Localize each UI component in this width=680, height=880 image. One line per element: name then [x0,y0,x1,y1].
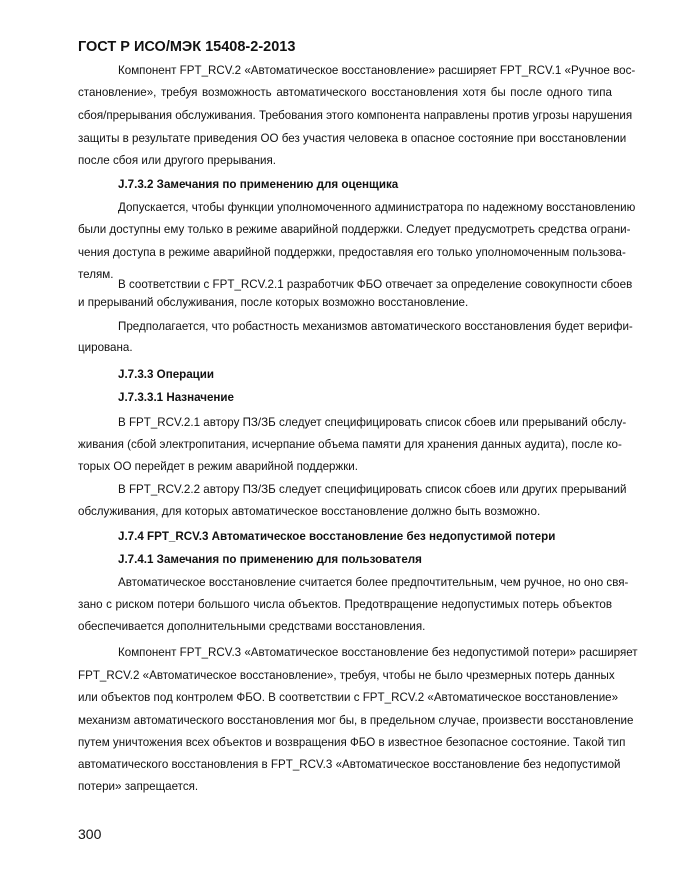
paragraph-line: цирована. [78,341,133,354]
paragraph-line: сбоя/прерывания обслуживания. Требования этого компонента направлены против угрозы нарушения [78,109,633,122]
paragraph-line: защиты в результате приведения ОО без участия человека в опасное состояние при восстановлении [78,132,627,145]
section-heading: J.7.4 FPT_RCV.3 Автоматическое восстановление без недопустимой потери [118,530,556,543]
paragraph-line: обеспечивается дополнительными средствами восстановления. [78,620,426,633]
paragraph-line: потери» запрещается. [78,780,199,793]
page-number: 300 [78,826,102,842]
paragraph-line: были доступны ему только в режиме аварийной поддержки. Следует предусмотреть средства ограни- [78,223,631,236]
paragraph-line: обслуживания, для которых автоматическое восстановление должно быть возможно. [78,505,541,518]
section-heading: J.7.3.2 Замечания по применению для оценщика [118,178,399,191]
paragraph-line: телям. [78,268,114,281]
paragraph-line: становление», требуя возможность автоматического восстановления хотя бы после одного типа [78,86,612,99]
paragraph-line: FPT_RCV.2 «Автоматическое восстановление», требуя, чтобы не было чрезмерных потерь данных [78,669,615,682]
paragraph-line: Допускается, чтобы функции уполномоченного администратора по надежному восстановлению [118,201,636,214]
paragraph-line: чения доступа в режиме аварийной поддержки, предоставляя его только уполномоченным пользова- [78,246,626,259]
paragraph-line: Компонент FPT_RCV.2 «Автоматическое восстановление» расширяет FPT_RCV.1 «Ручное вос- [118,64,636,77]
document-header: ГОСТ Р ИСО/МЭК 15408-2-2013 [78,39,296,55]
paragraph-line: Компонент FPT_RCV.3 «Автоматическое восстановление без недопустимой потери» расширяет [118,646,638,659]
paragraph-line: торых ОО перейдет в режим аварийной поддержки. [78,460,359,473]
section-heading: J.7.3.3 Операции [118,368,215,381]
paragraph-line: механизм автоматического восстановления мог бы, в предельном случае, произвести восстановление [78,714,634,727]
paragraph-line: или объектов под контролем ФБО. В соответствии с FPT_RCV.2 «Автоматическое восстановление» [78,691,619,704]
paragraph-line: и прерываний обслуживания, после которых возможно восстановление. [78,296,469,309]
paragraph-line: В FPT_RCV.2.1 автору ПЗ/ЗБ следует специфицировать список сбоев или прерываний обслу- [118,416,627,429]
paragraph-line: путем уничтожения всех объектов и возвращения ФБО в известное безопасное состояние. Такой тип [78,736,626,749]
paragraph-line: Предполагается, что робастность механизмов автоматического восстановления будет верифи- [118,320,633,333]
paragraph-line: живания (сбой электропитания, исчерпание объема памяти для хранения данных аудита), после ко- [78,438,622,451]
paragraph-line: после сбоя или другого прерывания. [78,154,277,167]
paragraph-line: зано с риском потери большого числа объектов. Предотвращение недопустимых потерь объектов [78,598,612,611]
paragraph-line: автоматического восстановления в FPT_RCV.3 «Автоматическое восстановление без недопустимой [78,758,621,771]
paragraph-line: В FPT_RCV.2.2 автору ПЗ/ЗБ следует специфицировать список сбоев или других прерываний [118,483,627,496]
paragraph-line: В соответствии с FPT_RCV.2.1 разработчик ФБО отвечает за определение совокупности сбоев [118,278,633,291]
section-heading: J.7.3.3.1 Назначение [118,391,234,404]
paragraph-line: Автоматическое восстановление считается более предпочтительным, чем ручное, но оно свя- [118,576,629,589]
section-heading: J.7.4.1 Замечания по применению для пользователя [118,553,422,566]
